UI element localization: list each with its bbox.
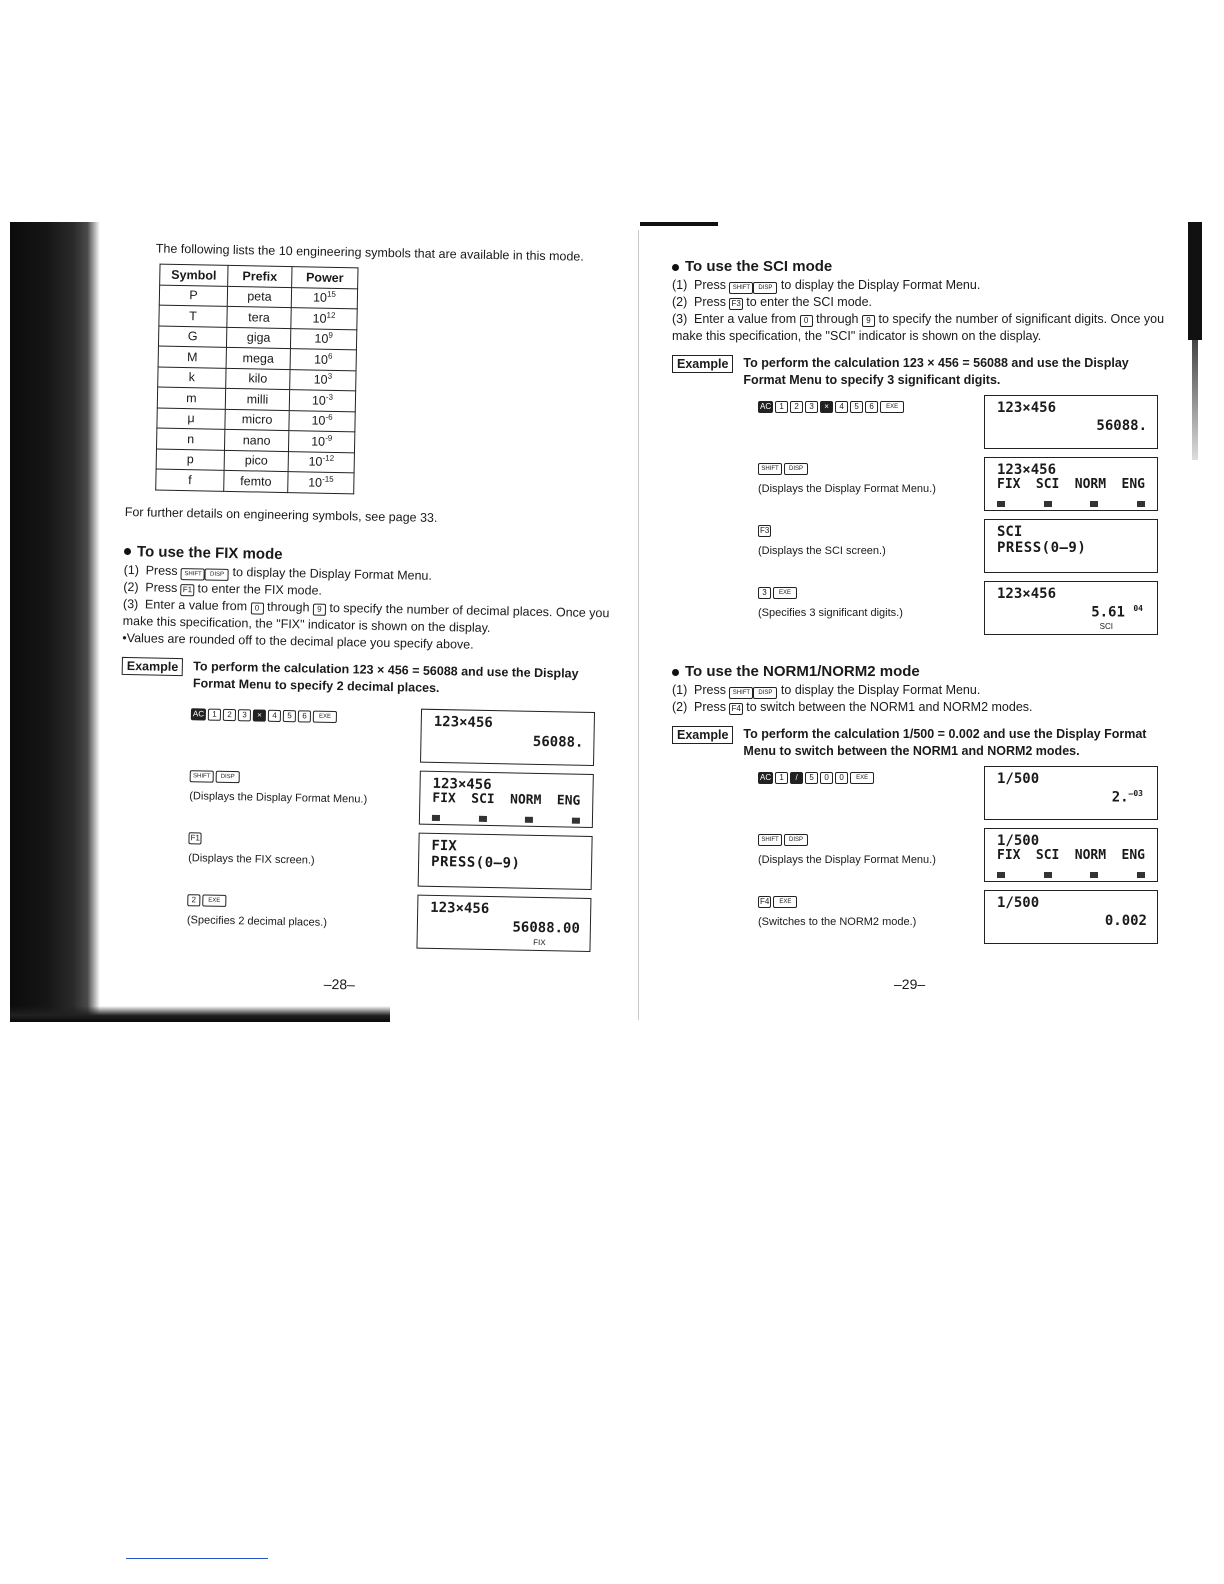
- ac-key-icon: AC: [191, 708, 206, 720]
- power-cell: [288, 431, 354, 453]
- shift-key-icon: SHIFT: [758, 463, 782, 475]
- power-base: 10: [308, 454, 323, 469]
- exe-key-icon: EXE: [880, 401, 904, 413]
- example-step: [672, 828, 1172, 890]
- norm-step-2: [672, 699, 1172, 716]
- example-step: [672, 519, 1172, 581]
- step-text: Enter a value from: [144, 596, 248, 613]
- step-text: to switch between the NORM1 and NORM2 modes.: [746, 700, 1033, 714]
- underline-rule: [126, 1558, 268, 1559]
- mantissa: 2.: [1111, 789, 1129, 806]
- example-step: [672, 581, 1172, 643]
- sci-example: [672, 355, 1172, 389]
- exe-key-icon: EXE: [313, 710, 337, 722]
- nine-key-icon: 9: [862, 315, 875, 327]
- example-step: [672, 457, 1172, 519]
- exe-key-icon: EXE: [202, 894, 226, 906]
- page-29: [672, 258, 1172, 998]
- lcd-display: [416, 894, 591, 951]
- lcd-line-1: 123×456: [997, 400, 1057, 416]
- heading-text: To use the FIX mode: [136, 542, 283, 563]
- lcd-line-2: [1112, 789, 1143, 806]
- lcd-display: [419, 770, 594, 827]
- disp-key-icon: DISP: [784, 463, 808, 475]
- step-text: to enter the FIX mode.: [197, 580, 323, 598]
- five-key-icon: 5: [283, 710, 296, 722]
- two-key-icon: 2: [790, 401, 803, 413]
- function-key-markers: [997, 872, 1145, 878]
- lcd-display: [984, 519, 1158, 573]
- power-exp: 6: [327, 351, 333, 361]
- power-exp: 12: [326, 310, 336, 320]
- step-text: to specify the number of significant digits. Once you make this specification, the "SCI" indicator is shown on the display.: [672, 312, 1165, 343]
- menu-eng: ENG: [1121, 477, 1145, 492]
- step-text: Press: [694, 278, 726, 292]
- four-key-icon: 4: [268, 709, 281, 721]
- step-text: Press: [694, 700, 726, 714]
- menu-sci: SCI: [471, 791, 495, 807]
- bullet-icon: [672, 264, 679, 271]
- key-sequence: [758, 772, 874, 784]
- norm-example: [672, 726, 1172, 760]
- exponent: 04: [1133, 604, 1143, 613]
- key-sequence: [758, 834, 808, 846]
- exe-key-icon: EXE: [773, 587, 797, 599]
- power-exp: -6: [325, 412, 333, 423]
- symbol-cell: M: [158, 346, 226, 368]
- menu-sci: SCI: [1035, 848, 1060, 863]
- power-cell: [289, 390, 355, 412]
- power-exp: 9: [328, 330, 333, 341]
- symbol-cell: m: [157, 387, 225, 409]
- key-sequence: [758, 463, 808, 475]
- page-number: –28–: [323, 975, 356, 993]
- power-cell: [290, 349, 356, 371]
- example-step: [118, 824, 619, 896]
- step-text: Press: [145, 562, 178, 578]
- power-exp: -3: [325, 392, 334, 402]
- menu-fix: FIX: [432, 790, 456, 806]
- norm-step-1: [672, 682, 1172, 699]
- zero-key-icon: 0: [820, 772, 833, 784]
- exponent: –03: [1128, 789, 1143, 798]
- six-key-icon: 6: [298, 710, 311, 722]
- symbol-cell: T: [159, 305, 227, 327]
- key-sequence: [758, 525, 771, 537]
- f1-key-icon: F1: [188, 832, 202, 844]
- example-description: To perform the calculation 1/500 = 0.002 and use the Display Format Menu to switch between the NORM1 and NORM2 modes.: [743, 727, 1147, 758]
- sci-step-3: [672, 311, 1172, 345]
- mantissa: 5.61: [1091, 604, 1125, 621]
- lcd-line-1: 123×456: [433, 713, 493, 731]
- power-base: 10: [313, 372, 328, 388]
- page-28: [115, 240, 629, 1009]
- shift-key-icon: SHIFT: [729, 282, 753, 294]
- lcd-display: [984, 457, 1158, 511]
- key-sequence: [190, 770, 240, 783]
- step-text: to enter the SCI mode.: [746, 295, 873, 309]
- scan-edge-top: [640, 222, 718, 226]
- step-number: (3): [122, 596, 139, 611]
- key-sequence: [758, 587, 797, 599]
- sci-step-2: [672, 294, 1172, 311]
- prefix-cell: micro: [225, 409, 289, 431]
- prefix-cell: femto: [224, 470, 288, 492]
- f4-key-icon: F4: [760, 897, 770, 906]
- step-text: Press: [694, 295, 726, 309]
- lcd-display: [984, 890, 1158, 944]
- lcd-display: [984, 766, 1158, 820]
- f1-marker-icon: [997, 872, 1005, 878]
- five-key-icon: 5: [850, 401, 863, 413]
- shift-key-icon: SHIFT: [729, 687, 753, 699]
- engineering-symbol-table: [155, 264, 358, 494]
- example-description: To perform the calculation 123 × 456 = 56088 and use the Display Format Menu to specify 2 decimal places.: [192, 658, 579, 695]
- three-key-icon: 3: [758, 587, 771, 599]
- prefix-cell: milli: [225, 388, 289, 410]
- prefix-cell: mega: [226, 347, 290, 369]
- norm-mode-heading: [672, 663, 1172, 680]
- prefix-cell: giga: [226, 327, 290, 349]
- scan-edge-right-fade: [1192, 340, 1198, 460]
- heading-text: To use the NORM1/NORM2 mode: [685, 663, 920, 680]
- exe-key-icon: EXE: [773, 896, 797, 908]
- power-base: 10: [314, 331, 329, 347]
- power-base: 10: [311, 434, 326, 449]
- exe-key-icon: EXE: [850, 772, 874, 784]
- example-step: [116, 886, 617, 958]
- display-format-menu: [432, 790, 580, 808]
- symbol-cell: P: [159, 285, 227, 307]
- disp-key-icon: DISP: [784, 834, 808, 846]
- function-key-markers: [997, 501, 1145, 507]
- fix-indicator: FIX: [533, 937, 546, 947]
- sci-indicator: SCI: [1099, 622, 1113, 631]
- power-cell: [290, 328, 356, 350]
- lcd-display: [420, 708, 595, 765]
- power-exp: -9: [325, 433, 333, 443]
- lcd-line-1: SCI: [997, 524, 1023, 540]
- three-key-icon: 3: [805, 401, 818, 413]
- step-caption: (Displays the Display Format Menu.): [758, 854, 936, 866]
- step-number: (1): [672, 683, 688, 697]
- power-base: 10: [312, 290, 328, 306]
- key-sequence: [191, 708, 337, 723]
- example-step: [672, 766, 1172, 828]
- power-cell: [288, 472, 354, 494]
- step-number: (1): [123, 562, 140, 577]
- power-exp: -15: [322, 474, 334, 484]
- fix-example: [121, 656, 622, 700]
- multiply-key-icon: ×: [820, 401, 833, 413]
- function-key-markers: [432, 814, 580, 823]
- example-label: Example: [672, 355, 733, 373]
- power-cell: [290, 369, 356, 391]
- example-label: Example: [122, 656, 184, 675]
- step-number: (2): [672, 700, 688, 714]
- three-key-icon: 3: [238, 709, 251, 721]
- sci-mode-heading: [672, 258, 1172, 275]
- step-text: Press: [145, 579, 178, 595]
- example-step: [672, 890, 1172, 952]
- step-caption: (Specifies 3 significant digits.): [758, 607, 903, 619]
- step-text: Enter a value from: [694, 312, 797, 326]
- shift-key-icon: SHIFT: [181, 568, 205, 580]
- table-header: Prefix: [228, 265, 292, 287]
- lcd-line-1: 123×456: [997, 586, 1057, 602]
- step-caption: (Displays the Display Format Menu.): [758, 483, 936, 495]
- step-text: to display the Display Format Menu.: [232, 564, 433, 583]
- prefix-cell: peta: [227, 286, 291, 308]
- ac-key-icon: AC: [760, 402, 772, 411]
- lcd-line-2: PRESS(0–9): [997, 540, 1087, 556]
- symbol-cell: n: [157, 428, 225, 450]
- lcd-line-2: PRESS(0–9): [430, 853, 521, 872]
- example-label: Example: [672, 726, 733, 744]
- power-base: 10: [312, 311, 327, 326]
- f6-marker-icon: [1137, 501, 1145, 507]
- prefix-cell: kilo: [226, 368, 290, 390]
- zero-key-icon: 0: [250, 602, 263, 614]
- example-step: [120, 700, 621, 772]
- prefix-cell: nano: [224, 429, 288, 451]
- power-base: 10: [311, 413, 326, 429]
- step-number: (2): [672, 295, 688, 309]
- symbol-cell: f: [156, 469, 224, 491]
- bullet-icon: [124, 548, 131, 555]
- one-key-icon: 1: [775, 772, 788, 784]
- display-format-menu: [997, 477, 1145, 492]
- lcd-line-2: [1091, 604, 1143, 621]
- step-text: through: [266, 599, 310, 615]
- menu-eng: ENG: [556, 792, 581, 809]
- step-number: (1): [672, 278, 688, 292]
- step-caption: (Specifies 2 decimal places.): [186, 913, 328, 929]
- lcd-line-2: 56088.00: [512, 918, 581, 937]
- f3-key-icon: F3: [731, 299, 741, 308]
- lcd-line-1: 123×456: [430, 899, 490, 917]
- prefix-cell: pico: [224, 450, 288, 472]
- f3-marker-icon: [1044, 501, 1052, 507]
- key-sequence: [758, 401, 904, 413]
- symbol-cell: k: [158, 367, 226, 389]
- power-cell: [291, 287, 357, 309]
- zero-key-icon: 0: [800, 315, 813, 327]
- lcd-display: [984, 581, 1158, 635]
- f6-marker-icon: [1137, 872, 1145, 878]
- step-text: Press: [694, 683, 726, 697]
- menu-eng: ENG: [1121, 848, 1145, 863]
- f1-marker-icon: [432, 814, 440, 820]
- one-key-icon: 1: [208, 708, 221, 720]
- two-key-icon: 2: [223, 708, 236, 720]
- lcd-display: [418, 832, 593, 889]
- lcd-line-1: FIX: [431, 837, 457, 854]
- lcd-line-2: 0.002: [1104, 913, 1147, 929]
- lcd-display: [984, 828, 1158, 882]
- disp-key-icon: DISP: [753, 282, 777, 294]
- power-cell: [289, 410, 355, 432]
- example-step: [672, 395, 1172, 457]
- key-sequence: [758, 896, 797, 908]
- example-step: [119, 762, 620, 834]
- key-sequence: [188, 832, 202, 844]
- step-text: to display the Display Format Menu.: [780, 683, 981, 697]
- menu-fix: FIX: [997, 848, 1021, 863]
- step-text: to specify the number of decimal places. Once you make this specification, the "FIX" indicator is shown on the display.: [122, 600, 610, 635]
- step-caption: (Switches to the NORM2 mode.): [758, 916, 917, 928]
- symbol-cell: G: [158, 326, 226, 348]
- scan-shadow-left: [10, 222, 100, 1022]
- six-key-icon: 6: [865, 401, 878, 413]
- power-exp: 3: [327, 371, 333, 381]
- fix-note: •Values are rounded off to the decimal place you specify above.: [122, 630, 474, 652]
- step-number: (2): [123, 579, 139, 594]
- book-gutter: [638, 230, 639, 1020]
- disp-key-icon: DISP: [216, 770, 240, 782]
- step-caption: (Displays the FIX screen.): [188, 851, 315, 867]
- symbol-cell: p: [156, 449, 224, 471]
- menu-norm: NORM: [1074, 848, 1107, 863]
- lcd-line-2: 56088.: [1096, 418, 1147, 434]
- sci-example-steps: [672, 395, 1172, 643]
- lcd-line-1: 123×456: [997, 462, 1057, 478]
- lcd-line-1: 1/500: [997, 895, 1040, 911]
- disp-key-icon: DISP: [205, 568, 229, 580]
- power-base: 10: [308, 475, 323, 490]
- example-description: To perform the calculation 123 × 456 = 56088 and use the Display Format Menu to specify 3 significant digits.: [743, 356, 1129, 387]
- lcd-line-2: 56088.: [532, 733, 584, 751]
- step-text: through: [816, 312, 859, 326]
- menu-norm: NORM: [1074, 477, 1107, 492]
- display-format-menu: [997, 848, 1145, 863]
- lcd-line-1: 1/500: [997, 833, 1040, 849]
- menu-sci: SCI: [1035, 477, 1060, 492]
- power-base: 10: [311, 393, 326, 408]
- sci-step-1: [672, 277, 1172, 294]
- power-exp: 15: [326, 289, 336, 300]
- one-key-icon: 1: [775, 401, 788, 413]
- table-header: Power: [292, 267, 358, 289]
- disp-key-icon: DISP: [753, 687, 777, 699]
- f4-marker-icon: [1090, 872, 1098, 878]
- power-base: 10: [313, 352, 329, 367]
- step-caption: (Displays the Display Format Menu.): [189, 789, 368, 806]
- intro-text: The following lists the 10 engineering symbols that are available in this mode.: [155, 241, 584, 264]
- f3-marker-icon: [479, 815, 487, 821]
- step-caption: (Displays the SCI screen.): [758, 545, 886, 557]
- lcd-line-1: 123×456: [432, 775, 492, 793]
- lcd-display: [984, 395, 1158, 449]
- power-cell: [288, 451, 354, 473]
- table-row: [156, 469, 354, 493]
- two-key-icon: 2: [187, 894, 200, 906]
- prefix-cell: tera: [227, 306, 291, 328]
- divide-key-icon: /: [790, 772, 803, 784]
- f1-key-icon: F1: [181, 584, 195, 596]
- norm-example-steps: [672, 766, 1172, 952]
- menu-fix: FIX: [997, 477, 1021, 492]
- f3-key-icon: F3: [760, 526, 770, 535]
- f4-key-icon: F4: [731, 704, 741, 713]
- scan-shadow-bottom: [10, 1006, 390, 1022]
- f3-marker-icon: [1044, 872, 1052, 878]
- multiply-key-icon: ×: [253, 709, 266, 721]
- lcd-line-1: 1/500: [997, 771, 1040, 787]
- step-number: (3): [672, 312, 688, 326]
- f1-marker-icon: [997, 501, 1005, 507]
- zero-key-icon: 0: [835, 772, 848, 784]
- f4-marker-icon: [1090, 501, 1098, 507]
- power-exp: -12: [322, 453, 335, 464]
- further-details-text: For further details on engineering symbols, see page 33.: [124, 504, 438, 525]
- power-cell: [291, 308, 357, 330]
- f4-marker-icon: [525, 816, 533, 822]
- menu-norm: NORM: [509, 791, 542, 808]
- scan-edge-right: [1188, 222, 1202, 340]
- bullet-icon: [672, 669, 679, 676]
- f6-marker-icon: [572, 817, 580, 823]
- symbol-cell: μ: [157, 408, 225, 430]
- key-sequence: [187, 894, 226, 907]
- page-number: –29–: [894, 976, 926, 992]
- shift-key-icon: SHIFT: [758, 834, 782, 846]
- ac-key-icon: AC: [760, 773, 772, 782]
- four-key-icon: 4: [835, 401, 848, 413]
- table-header: Symbol: [160, 264, 228, 286]
- step-text: to display the Display Format Menu.: [780, 278, 981, 292]
- nine-key-icon: 9: [313, 603, 326, 615]
- heading-text: To use the SCI mode: [685, 258, 833, 275]
- five-key-icon: 5: [805, 772, 818, 784]
- fix-example-steps: [116, 700, 621, 958]
- shift-key-icon: SHIFT: [190, 770, 214, 782]
